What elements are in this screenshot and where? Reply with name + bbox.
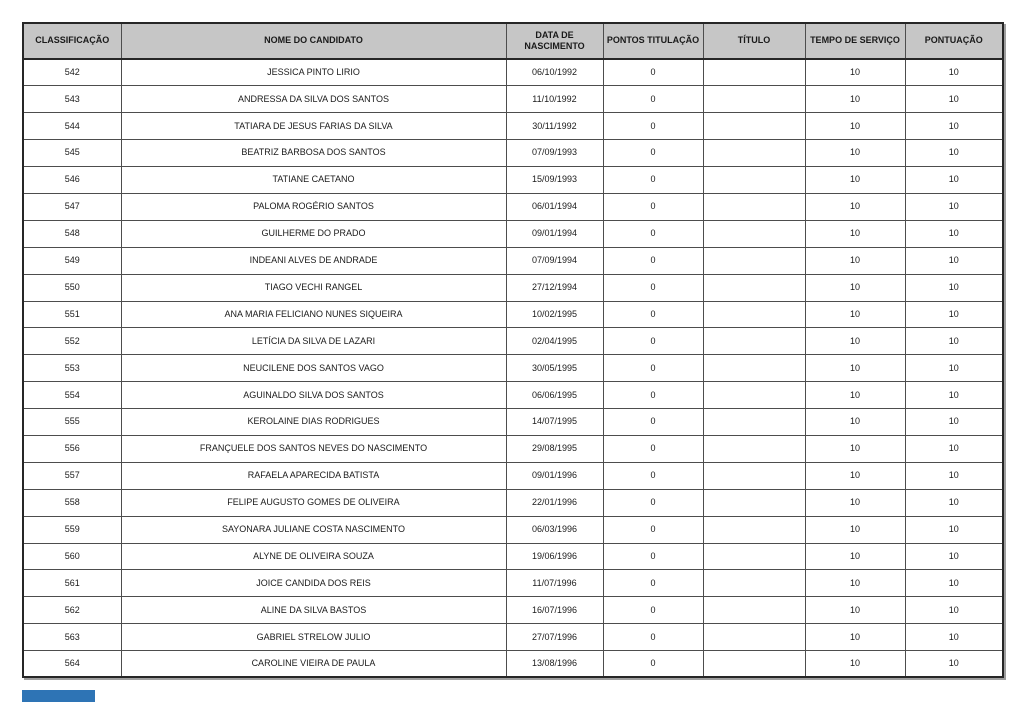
cell-pontuacao: 10 bbox=[905, 113, 1003, 140]
cell-nome: TIAGO VECHI RANGEL bbox=[121, 274, 506, 301]
cell-tempo-servico: 10 bbox=[805, 355, 905, 382]
cell-nome: PALOMA ROGÉRIO SANTOS bbox=[121, 193, 506, 220]
cell-titulo bbox=[703, 435, 805, 462]
cell-titulo bbox=[703, 624, 805, 651]
cell-titulo bbox=[703, 113, 805, 140]
cell-titulo bbox=[703, 274, 805, 301]
cell-tempo-servico: 10 bbox=[805, 489, 905, 516]
cell-classificacao: 559 bbox=[23, 516, 121, 543]
cell-classificacao: 542 bbox=[23, 59, 121, 86]
cell-data-nascimento: 27/12/1994 bbox=[506, 274, 603, 301]
cell-nome: LETÍCIA DA SILVA DE LAZARI bbox=[121, 328, 506, 355]
table-row bbox=[23, 59, 1003, 86]
table-row bbox=[23, 113, 1003, 140]
cell-tempo-servico: 10 bbox=[805, 624, 905, 651]
cell-titulo bbox=[703, 247, 805, 274]
cell-nome: FELIPE AUGUSTO GOMES DE OLIVEIRA bbox=[121, 489, 506, 516]
table-row bbox=[23, 220, 1003, 247]
cell-pontos-titulacao: 0 bbox=[603, 301, 703, 328]
column-header: CLASSIFICAÇÃO bbox=[23, 23, 121, 59]
cell-data-nascimento: 07/09/1994 bbox=[506, 247, 603, 274]
cell-pontos-titulacao: 0 bbox=[603, 489, 703, 516]
table-body bbox=[23, 59, 1003, 677]
table-row bbox=[23, 86, 1003, 113]
cell-nome: TATIARA DE JESUS FARIAS DA SILVA bbox=[121, 113, 506, 140]
cell-pontos-titulacao: 0 bbox=[603, 247, 703, 274]
cell-tempo-servico: 10 bbox=[805, 328, 905, 355]
table-row bbox=[23, 489, 1003, 516]
classification-table bbox=[22, 22, 1004, 678]
cell-data-nascimento: 09/01/1996 bbox=[506, 462, 603, 489]
cell-pontos-titulacao: 0 bbox=[603, 59, 703, 86]
cell-nome: GABRIEL STRELOW JULIO bbox=[121, 624, 506, 651]
cell-nome: BEATRIZ BARBOSA DOS SANTOS bbox=[121, 140, 506, 167]
cell-nome: JOICE CANDIDA DOS REIS bbox=[121, 570, 506, 597]
cell-pontuacao: 10 bbox=[905, 167, 1003, 194]
cell-tempo-servico: 10 bbox=[805, 113, 905, 140]
cell-titulo bbox=[703, 409, 805, 436]
cell-pontos-titulacao: 0 bbox=[603, 355, 703, 382]
cell-data-nascimento: 09/01/1994 bbox=[506, 220, 603, 247]
cell-pontuacao: 10 bbox=[905, 409, 1003, 436]
cell-classificacao: 560 bbox=[23, 543, 121, 570]
cell-pontos-titulacao: 0 bbox=[603, 113, 703, 140]
cell-nome: CAROLINE VIEIRA DE PAULA bbox=[121, 651, 506, 678]
cell-pontos-titulacao: 0 bbox=[603, 86, 703, 113]
cell-data-nascimento: 06/03/1996 bbox=[506, 516, 603, 543]
cell-classificacao: 552 bbox=[23, 328, 121, 355]
cell-tempo-servico: 10 bbox=[805, 86, 905, 113]
cell-nome: NEUCILENE DOS SANTOS VAGO bbox=[121, 355, 506, 382]
cell-titulo bbox=[703, 140, 805, 167]
cell-tempo-servico: 10 bbox=[805, 274, 905, 301]
cell-data-nascimento: 29/08/1995 bbox=[506, 435, 603, 462]
cell-pontuacao: 10 bbox=[905, 543, 1003, 570]
cell-data-nascimento: 06/01/1994 bbox=[506, 193, 603, 220]
cell-data-nascimento: 13/08/1996 bbox=[506, 651, 603, 678]
cell-data-nascimento: 27/07/1996 bbox=[506, 624, 603, 651]
cell-pontos-titulacao: 0 bbox=[603, 570, 703, 597]
cell-nome: SAYONARA JULIANE COSTA NASCIMENTO bbox=[121, 516, 506, 543]
cell-classificacao: 563 bbox=[23, 624, 121, 651]
cell-pontos-titulacao: 0 bbox=[603, 140, 703, 167]
cell-tempo-servico: 10 bbox=[805, 651, 905, 678]
cell-classificacao: 546 bbox=[23, 167, 121, 194]
cell-pontuacao: 10 bbox=[905, 301, 1003, 328]
cell-data-nascimento: 06/10/1992 bbox=[506, 59, 603, 86]
column-header: TÍTULO bbox=[703, 23, 805, 59]
cell-classificacao: 544 bbox=[23, 113, 121, 140]
cell-pontos-titulacao: 0 bbox=[603, 597, 703, 624]
column-header: TEMPO DE SERVIÇO bbox=[805, 23, 905, 59]
cell-pontos-titulacao: 0 bbox=[603, 193, 703, 220]
cell-tempo-servico: 10 bbox=[805, 435, 905, 462]
cell-data-nascimento: 07/09/1993 bbox=[506, 140, 603, 167]
cell-pontos-titulacao: 0 bbox=[603, 328, 703, 355]
cell-data-nascimento: 11/10/1992 bbox=[506, 86, 603, 113]
cell-classificacao: 557 bbox=[23, 462, 121, 489]
cell-data-nascimento: 30/11/1992 bbox=[506, 113, 603, 140]
cell-pontuacao: 10 bbox=[905, 570, 1003, 597]
column-header: PONTUAÇÃO bbox=[905, 23, 1003, 59]
cell-nome: INDEANI ALVES DE ANDRADE bbox=[121, 247, 506, 274]
cell-pontuacao: 10 bbox=[905, 220, 1003, 247]
cell-nome: FRANÇUELE DOS SANTOS NEVES DO NASCIMENTO bbox=[121, 435, 506, 462]
cell-pontos-titulacao: 0 bbox=[603, 462, 703, 489]
cell-data-nascimento: 30/05/1995 bbox=[506, 355, 603, 382]
cell-pontos-titulacao: 0 bbox=[603, 220, 703, 247]
cell-classificacao: 549 bbox=[23, 247, 121, 274]
cell-nome: ALINE DA SILVA BASTOS bbox=[121, 597, 506, 624]
cell-classificacao: 550 bbox=[23, 274, 121, 301]
cell-pontos-titulacao: 0 bbox=[603, 274, 703, 301]
table-row bbox=[23, 570, 1003, 597]
cell-tempo-servico: 10 bbox=[805, 597, 905, 624]
cell-nome: GUILHERME DO PRADO bbox=[121, 220, 506, 247]
cell-nome: JESSICA PINTO LIRIO bbox=[121, 59, 506, 86]
cell-nome: RAFAELA APARECIDA BATISTA bbox=[121, 462, 506, 489]
cell-tempo-servico: 10 bbox=[805, 167, 905, 194]
cell-pontuacao: 10 bbox=[905, 193, 1003, 220]
cell-pontuacao: 10 bbox=[905, 140, 1003, 167]
cell-titulo bbox=[703, 597, 805, 624]
cell-nome: ANA MARIA FELICIANO NUNES SIQUEIRA bbox=[121, 301, 506, 328]
cell-titulo bbox=[703, 543, 805, 570]
table-row bbox=[23, 462, 1003, 489]
cell-pontuacao: 10 bbox=[905, 489, 1003, 516]
cell-classificacao: 547 bbox=[23, 193, 121, 220]
cell-titulo bbox=[703, 651, 805, 678]
cell-pontuacao: 10 bbox=[905, 435, 1003, 462]
cell-tempo-servico: 10 bbox=[805, 409, 905, 436]
cell-classificacao: 555 bbox=[23, 409, 121, 436]
table-row bbox=[23, 301, 1003, 328]
cell-nome: ANDRESSA DA SILVA DOS SANTOS bbox=[121, 86, 506, 113]
table-row bbox=[23, 435, 1003, 462]
cell-classificacao: 545 bbox=[23, 140, 121, 167]
column-header: PONTOS TITULAÇÃO bbox=[603, 23, 703, 59]
cell-pontos-titulacao: 0 bbox=[603, 435, 703, 462]
cell-data-nascimento: 15/09/1993 bbox=[506, 167, 603, 194]
cell-data-nascimento: 14/07/1995 bbox=[506, 409, 603, 436]
table-row bbox=[23, 193, 1003, 220]
cell-classificacao: 553 bbox=[23, 355, 121, 382]
cell-pontos-titulacao: 0 bbox=[603, 167, 703, 194]
cell-tempo-servico: 10 bbox=[805, 301, 905, 328]
table-row bbox=[23, 516, 1003, 543]
header-row bbox=[23, 23, 1003, 59]
column-header: NOME DO CANDIDATO bbox=[121, 23, 506, 59]
cell-tempo-servico: 10 bbox=[805, 220, 905, 247]
cell-tempo-servico: 10 bbox=[805, 193, 905, 220]
cell-pontos-titulacao: 0 bbox=[603, 409, 703, 436]
table-row bbox=[23, 328, 1003, 355]
column-header: DATA DE NASCIMENTO bbox=[506, 23, 603, 59]
cell-titulo bbox=[703, 355, 805, 382]
cell-pontos-titulacao: 0 bbox=[603, 543, 703, 570]
cell-titulo bbox=[703, 382, 805, 409]
cell-tempo-servico: 10 bbox=[805, 516, 905, 543]
table-row bbox=[23, 624, 1003, 651]
cell-classificacao: 548 bbox=[23, 220, 121, 247]
cell-classificacao: 561 bbox=[23, 570, 121, 597]
cell-pontuacao: 10 bbox=[905, 247, 1003, 274]
cell-pontos-titulacao: 0 bbox=[603, 651, 703, 678]
cell-pontuacao: 10 bbox=[905, 382, 1003, 409]
cell-titulo bbox=[703, 516, 805, 543]
cell-titulo bbox=[703, 328, 805, 355]
cell-classificacao: 556 bbox=[23, 435, 121, 462]
cell-pontuacao: 10 bbox=[905, 59, 1003, 86]
cell-data-nascimento: 06/06/1995 bbox=[506, 382, 603, 409]
cell-titulo bbox=[703, 301, 805, 328]
cell-nome: TATIANE CAETANO bbox=[121, 167, 506, 194]
cell-data-nascimento: 10/02/1995 bbox=[506, 301, 603, 328]
cell-pontuacao: 10 bbox=[905, 328, 1003, 355]
table-row bbox=[23, 543, 1003, 570]
cell-classificacao: 543 bbox=[23, 86, 121, 113]
cell-tempo-servico: 10 bbox=[805, 462, 905, 489]
cell-tempo-servico: 10 bbox=[805, 543, 905, 570]
table-row bbox=[23, 140, 1003, 167]
cell-pontos-titulacao: 0 bbox=[603, 382, 703, 409]
table-row bbox=[23, 651, 1003, 678]
cell-tempo-servico: 10 bbox=[805, 140, 905, 167]
cell-titulo bbox=[703, 489, 805, 516]
cell-classificacao: 564 bbox=[23, 651, 121, 678]
cell-data-nascimento: 02/04/1995 bbox=[506, 328, 603, 355]
table-row bbox=[23, 409, 1003, 436]
cell-titulo bbox=[703, 570, 805, 597]
table-row bbox=[23, 355, 1003, 382]
cell-pontuacao: 10 bbox=[905, 462, 1003, 489]
cell-data-nascimento: 19/06/1996 bbox=[506, 543, 603, 570]
cell-titulo bbox=[703, 193, 805, 220]
cell-classificacao: 562 bbox=[23, 597, 121, 624]
cell-data-nascimento: 16/07/1996 bbox=[506, 597, 603, 624]
cell-pontuacao: 10 bbox=[905, 651, 1003, 678]
cell-titulo bbox=[703, 462, 805, 489]
table-row bbox=[23, 247, 1003, 274]
cell-classificacao: 554 bbox=[23, 382, 121, 409]
cell-data-nascimento: 22/01/1996 bbox=[506, 489, 603, 516]
cell-pontuacao: 10 bbox=[905, 355, 1003, 382]
cell-data-nascimento: 11/07/1996 bbox=[506, 570, 603, 597]
cell-pontos-titulacao: 0 bbox=[603, 516, 703, 543]
cell-classificacao: 551 bbox=[23, 301, 121, 328]
footer-accent-bar bbox=[22, 690, 95, 702]
cell-pontos-titulacao: 0 bbox=[603, 624, 703, 651]
cell-nome: AGUINALDO SILVA DOS SANTOS bbox=[121, 382, 506, 409]
cell-tempo-servico: 10 bbox=[805, 382, 905, 409]
cell-nome: ALYNE DE OLIVEIRA SOUZA bbox=[121, 543, 506, 570]
cell-pontuacao: 10 bbox=[905, 516, 1003, 543]
cell-pontuacao: 10 bbox=[905, 86, 1003, 113]
cell-pontuacao: 10 bbox=[905, 274, 1003, 301]
cell-nome: KEROLAINE DIAS RODRIGUES bbox=[121, 409, 506, 436]
cell-classificacao: 558 bbox=[23, 489, 121, 516]
cell-titulo bbox=[703, 86, 805, 113]
table-row bbox=[23, 382, 1003, 409]
table-row bbox=[23, 274, 1003, 301]
cell-tempo-servico: 10 bbox=[805, 247, 905, 274]
cell-pontuacao: 10 bbox=[905, 624, 1003, 651]
cell-tempo-servico: 10 bbox=[805, 59, 905, 86]
table-row bbox=[23, 167, 1003, 194]
cell-titulo bbox=[703, 167, 805, 194]
cell-tempo-servico: 10 bbox=[805, 570, 905, 597]
cell-pontuacao: 10 bbox=[905, 597, 1003, 624]
table-row bbox=[23, 597, 1003, 624]
cell-titulo bbox=[703, 59, 805, 86]
cell-titulo bbox=[703, 220, 805, 247]
